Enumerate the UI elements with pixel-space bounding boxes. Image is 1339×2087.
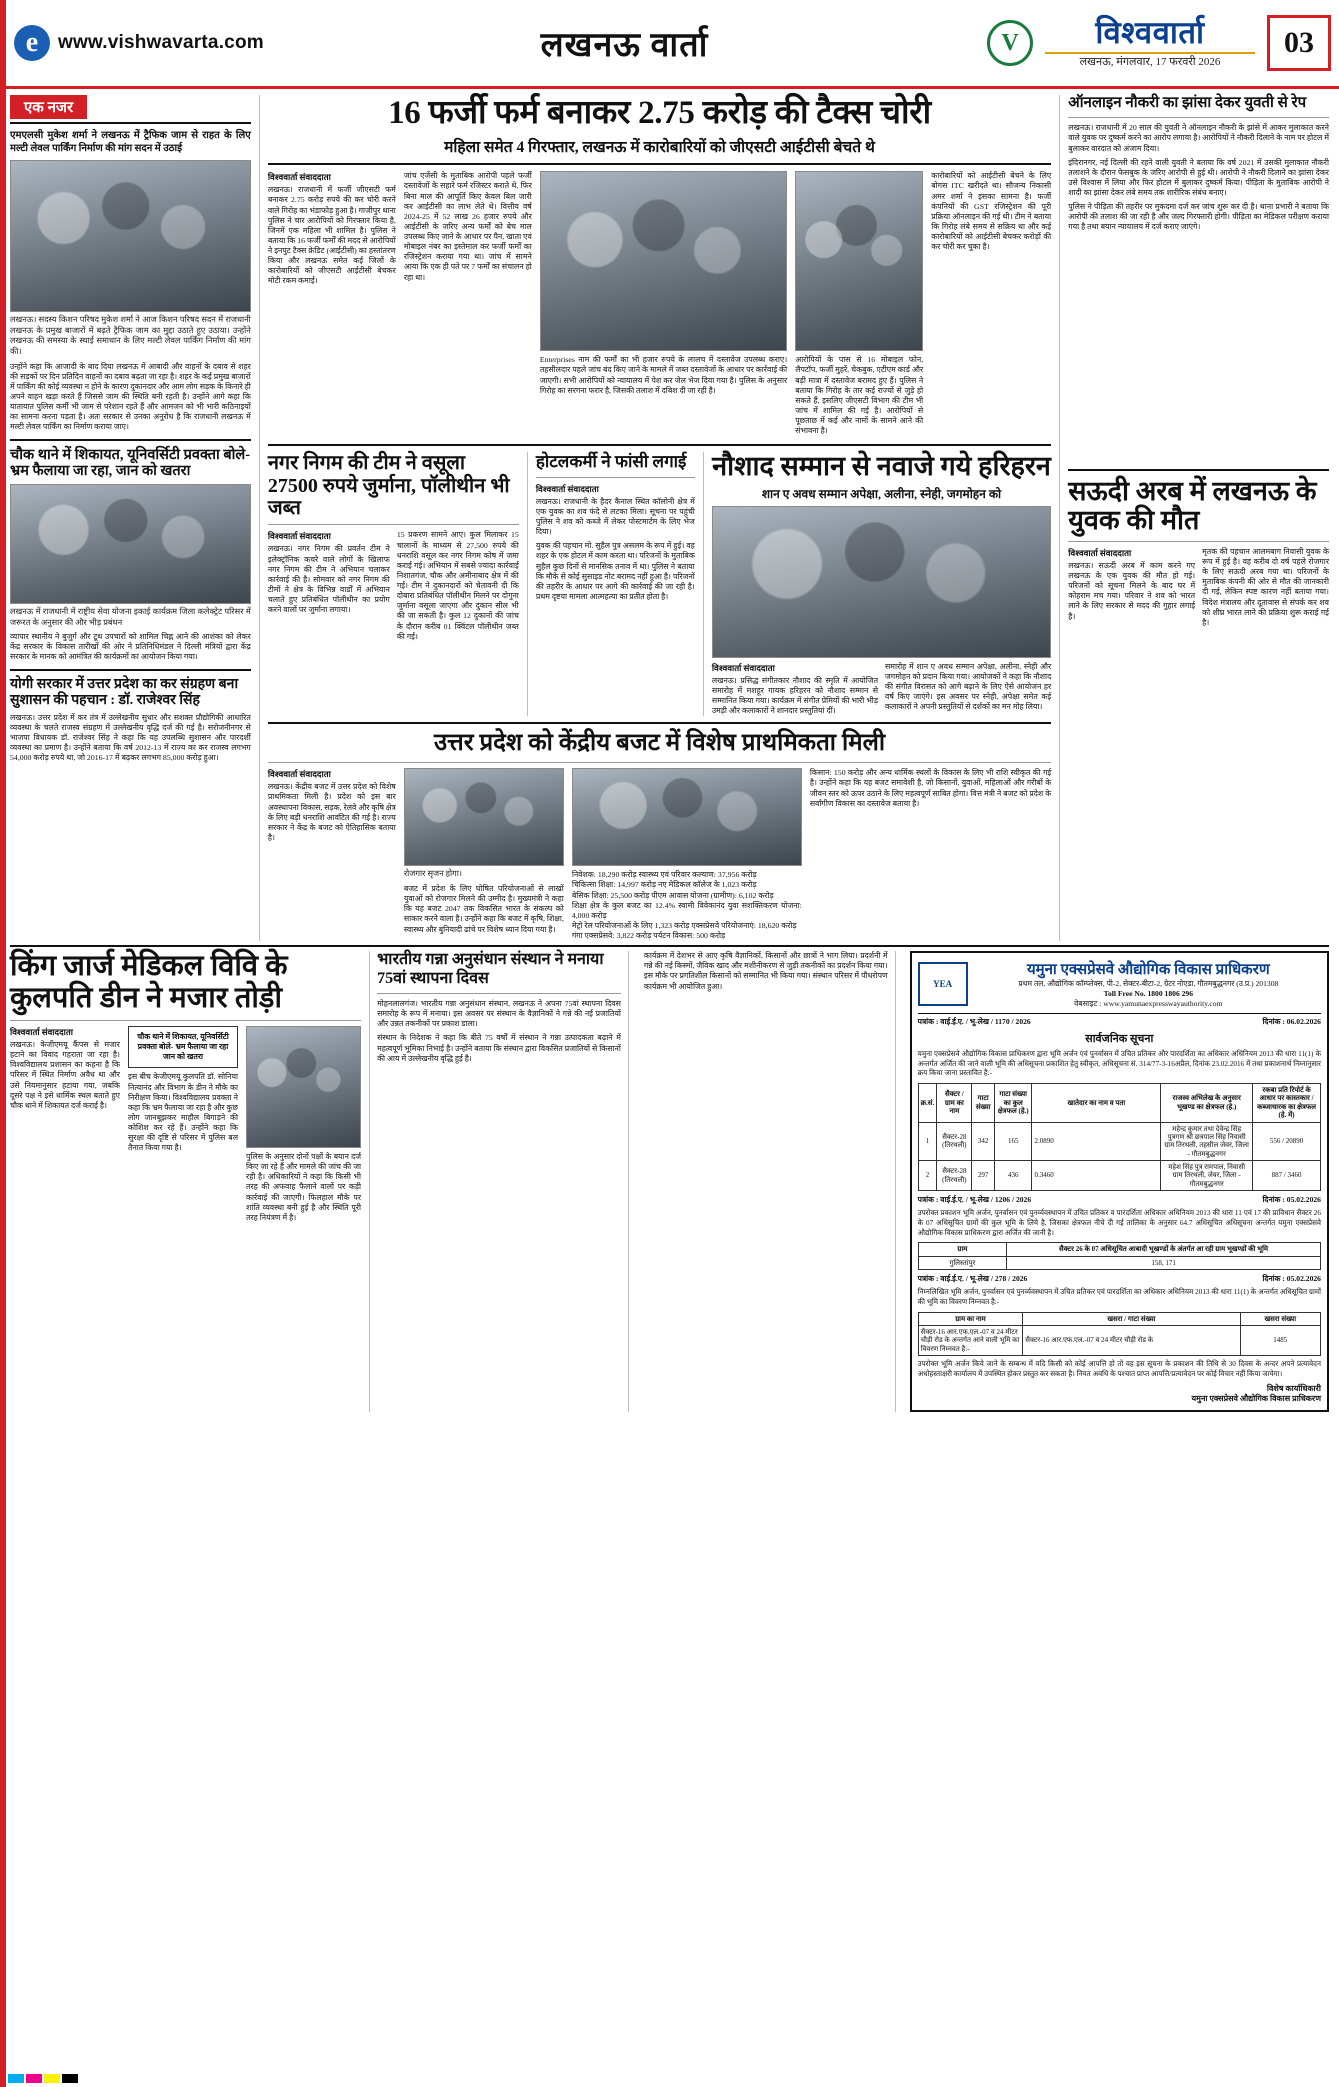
ad-sub-table-1 bbox=[918, 1242, 1321, 1270]
budget-figure-5: गंगा एक्सप्रेसवे: 3,822 करोड़ पर्यटन विकास: 500 करोड़ bbox=[571, 931, 726, 941]
kgmu-story bbox=[10, 951, 361, 1412]
main-byline: विश्ववार्ता संवाददाता bbox=[267, 172, 331, 183]
page-number: 03 bbox=[1267, 15, 1331, 71]
ad-para-2: उपरोक्त प्रकाशन भूमि अर्जन, पुनर्वासन एवं पुनर्व्यवस्थापन में उचित प्रतिकर व पारदर्शिता अधिकार अधिनियम 2013 की धारा 11 एवं 17 की प्राविधान सैक्टर 26 के 07 अधिसूचित ग्रामों की कुल भूमि के लिये है, जिसका क्षेत्रफल नीचे दी गई तालिका के अनुसार 64.7 अधिसूचित अधिसूचना अन्तर्गत यमुना एक्सप्रेसवे औद्योगिक विकास प्राधिकरण द्वारा अर्जित की जानी है। bbox=[917, 1209, 1321, 1237]
left-column bbox=[10, 95, 260, 941]
ad-sub2-h0: ग्राम का नाम bbox=[918, 1312, 1023, 1325]
ad-th-0: क्र.सं. bbox=[918, 1083, 937, 1122]
naushad-headline: नौशाद सम्मान से नवाजे गये हरिहरन bbox=[712, 451, 1051, 482]
kgmu-byline: विश्ववार्ता संवाददाता bbox=[10, 1027, 74, 1038]
ad-date-3: दिनांक : 05.02.2026 bbox=[1262, 1274, 1321, 1284]
budget-figure-0: निवेशक: 18,290 करोड़ स्वास्थ्य एवं परिवार कल्याण: 37,956 करोड़ bbox=[571, 870, 757, 880]
main-col-5: कारोबारियों को आईटीसी बेचने के लिए बोगस ITC खरीदते था। सौजन्य निकासी अमर शर्मा ने इसका सामना है। फर्जी कंपनियों की GST रजिस्ट्रेशन की पूरी प्रक्रिया ऑनलाइन की गई थी। टीम ने बताया कि गिरोह लंबे समय से सक्रिय था और कई कारोबारियों को आईटीसी बेचकर करोड़ों की कर चोरी कर चुका है। bbox=[931, 171, 1052, 252]
budget-body bbox=[268, 768, 1051, 941]
ad-ref-3: पत्रांक : वाई.ई.ए. / भू-लेख / 278 / 2026 bbox=[917, 1274, 1028, 1284]
sugarcane-story-left bbox=[369, 951, 629, 1412]
kgmu-col-1: लखनऊ। केजीएमयू कैंपस से मजार हटाने का विवाद गहराता जा रहा है। विश्वविद्यालय प्रशासन का कहना है कि परिसर में स्थित निर्माण अवैध था और उसे नियमानुसार हटाया गया, जबकि दूसरे पक्ष ने इसे धार्मिक स्थल बताते हुए चौक थाने में शिकायत दर्ज कराई है। bbox=[10, 1040, 120, 1110]
left-red-rail bbox=[0, 0, 6, 2087]
table-row bbox=[918, 1243, 1320, 1256]
main-col-1: लखनऊ। राजधानी में फर्जी जीएसटी फर्म बनाकर 2.75 करोड़ रुपये की कर चोरी करने वाले गिरोह का भंडाफोड़ हुआ है। गाजीपुर थाना पुलिस ने चार आरोपियों को गिरफ्तार किया है, जिनमें एक महिला भी शामिल है। पुलिस ने बताया कि 16 फर्जी फर्मों की मदद से आरोपियों ने इनपुट टैक्स क्रेडिट (आईटीसी) का हस्तांतरण किया और लखनऊ समेत कई जिलों के कारोबारियों को जीएसटी आईटीसी बेचकर मोटी रकम कमाई। bbox=[267, 185, 396, 286]
masthead-center bbox=[330, 20, 919, 66]
right-p2: इंदिरानगर, नई दिल्ली की रहने वाली युवती ने बताया कि वर्ष 2021 में उसकी मुलाकात नौकरी तलाशने के दौरान फेसबुक के जरिए आरोपी से हुई थी। आरोपी ने नौकरी दिलाने का झांसा देकर उसे विश्वास में लिया और फिर होटल में बुलाकर दुष्कर्म किया। पीड़िता के मुताबिक आरोपी ने शादी का झांसा देकर लंबे समय तक शारीरिक संबंध बनाए। bbox=[1068, 157, 1329, 197]
main-col-2: जांच एजेंसी के मुताबिक आरोपी पहले फर्जी दस्तावेजों के सहारे फर्म रजिस्टर कराते थे, फिर बिना माल की आपूर्ति किए केवल बिल जारी कर आईटीसी का लाभ लेते थे। वित्तीय वर्ष 2024-25 में 52 लाख 26 हजार रुपये और आईटीसी के जरिए अन्य फर्मों को बेच माल उपलब्ध किए जाने के आधार पर पैन, खाता एवं मोबाइल नंबर का इस्तेमाल कर फर्जी फर्मों का रजिस्ट्रेशन कराया गया था। जांच में सामने आया कि एक ही पते पर 7 फर्मों का संचालन हो रहा था। bbox=[403, 171, 532, 282]
ad-sign-line-1: विशेष कार्याधिकारी bbox=[1266, 1383, 1321, 1393]
ad-header bbox=[918, 959, 1321, 1014]
hotel-worker-headline: होटलकर्मी ने फांसी लगाई bbox=[535, 452, 687, 472]
second-row bbox=[268, 452, 1051, 716]
table-row bbox=[918, 1256, 1320, 1269]
authority-tollfree: Toll Free No. 1800 1806 296 bbox=[1103, 989, 1194, 999]
right-p1: लखनऊ। राजधानी में 20 साल की युवती ने ऑनलाइन नौकरी के झांसे में आकर मुलाकात करने वाले युवक पर दुष्कर्म करने का आरोप लगाया है। आरोपियों ने नौकरी दिलाने के नाम पर होटल में बुलाकर वारदात को अंजाम दिया। bbox=[1068, 123, 1329, 153]
main-column bbox=[260, 95, 1059, 941]
nigam-col-2: 15 प्रकरण सामने आए। कुल मिलाकर 15 चालानों के माध्यम से 27,500 रुपये की धनराशि वसूल कर नगर निगम कोष में जमा कराई गई। अभियान में सबसे ज्यादा कार्रवाई निशातगंज, चौक और अमीनाबाद क्षेत्र में की गई। टीम ने दुकानदारों को चेतावनी दी कि दोबारा प्रतिबंधित पॉलीथीन मिलने पर दोगुना जुर्माना वसूला जाएगा और दुकान सील भी की जा सकती है। कुल 12 दुकानों की जांच के दौरान करीब 01 क्विंटल पॉलीथीन जब्त की गई। bbox=[396, 530, 519, 641]
hotel-col-2: युवक की पहचान मो. सुहैल पुत्र असलम के रूप में हुई। वह शहर के एक होटल में काम करता था। परिजनों के मुताबिक सुहैल कुछ दिनों से मानसिक तनाव में था। पुलिस ने बताया कि मौके से कोई सुसाइड नोट बरामद नहीं हुआ है। परिजनों की तहरीर के आधार पर आगे की कार्रवाई की जा रही है। प्रथम दृष्टया मामला आत्महत्या का प्रतीत होता है। bbox=[535, 541, 695, 601]
hotel-col-1: लखनऊ। राजधानी के हैदर कैनाल स्थित कॉलोनी क्षेत्र में एक युवक का शव फंदे से लटका मिला। सूचना पर पहुंची पुलिस ने शव को कब्जे में लेकर पोस्टमार्टम के लिए भेज दिया। bbox=[535, 496, 695, 537]
site-url[interactable]: www.vishwavarta.com bbox=[58, 32, 264, 53]
kgmu-site-photo bbox=[246, 1026, 361, 1148]
police-press-photo bbox=[795, 171, 923, 351]
ad-r1c0: 2 bbox=[918, 1161, 937, 1191]
ad-notice-title: सार्वजनिक सूचना bbox=[1085, 1032, 1154, 1045]
budget-figure-4: मेट्रो रेल परियोजनाओं के लिए 1,323 करोड़ एक्सप्रेसवे परियोजनाएं: 18,620 करोड़ bbox=[571, 920, 797, 930]
budget-figure-2: बेसिक शिक्षा: 25,500 करोड़ पीएम आवास योजना (ग्रामीण): 6,102 करोड़ bbox=[571, 890, 774, 900]
budget-figures bbox=[572, 870, 802, 941]
table-row bbox=[918, 1312, 1320, 1325]
kgmu-callout-box bbox=[128, 1026, 238, 1068]
ad-th-6: रकबा प्रति रिपोर्ट के आधार पर कास्तकार / कब्जाधारक का क्षेत्रफल (हे. में) bbox=[1253, 1083, 1321, 1122]
ad-sub2-c0: सैक्टर-16 आर.एफ.एल.-07 व 24 मीटर चौड़ी रोड के अन्तर्गत आने वाली भूमि का विवरण निम्नवत है:- bbox=[918, 1326, 1023, 1356]
hotel-byline: विश्ववार्ता संवाददाता bbox=[535, 483, 599, 494]
sugarcane-col-1: मोहनलालगंज। भारतीय गन्ना अनुसंधान संस्थान, लखनऊ ने अपना 75वां स्थापना दिवस समारोह के रूप में मनाया। इस अवसर पर संस्थान के वैज्ञानिकों ने गन्ने की नई प्रजातियों और उन्नत तकनीकों पर प्रकाश डाला। bbox=[377, 999, 621, 1029]
cmyk-registration-marks bbox=[8, 2074, 78, 2083]
main-headline: 16 फर्जी फर्म बनाकर 2.75 करोड़ की टैक्स चोरी bbox=[388, 95, 931, 131]
budget-byline: विश्ववार्ता संवाददाता bbox=[267, 769, 331, 780]
ad-sub1-h0: ग्राम bbox=[918, 1243, 1007, 1256]
ad-sub1-h1: सैक्टर 26 के 07 अधिसूचित आबादी भूखण्डों के अंतर्गत आ रही ग्राम भूखण्डों की भूमि bbox=[1007, 1243, 1321, 1256]
brand-v-icon: V bbox=[987, 20, 1033, 66]
ad-r0c4: 2.0890 bbox=[1032, 1122, 1161, 1161]
brand-title: विश्ववार्ता bbox=[1095, 15, 1205, 51]
left-lede: एमएलसी मुकेश शर्मा ने लखनऊ में ट्रैफिक जाम से राहत के लिए मल्टी लेवल पार्किंग निर्माण की मांग सदन में उठाई bbox=[10, 130, 251, 154]
left-body-3: लखनऊ। उत्तर प्रदेश में कर तंत्र में उल्लेखनीय सुधार और सशक्त प्रौद्योगिकी आधारित व्यवस्था के चलते राजस्व संग्रहण में उल्लेखनीय वृद्धि दर्ज की गई है। सरोजनीनगर से भाजपा विधायक डॉ. राजेश्वर सिंह ने कहा कि यह उपलब्धि सुशासन और पारदर्शी व्यवस्था का प्रमाण है। उन्होंने बताया कि वर्ष 2012-13 में राज्य का कर राजस्व लगभग 54,000 करोड़ रुपये था, जो 2016-17 में बढ़कर लगभग 85,000 करोड़ हुआ। bbox=[10, 712, 251, 763]
ad-ref-2: पत्रांक : वाई.ई.ए. / भू-लेख / 1206 / 2026 bbox=[917, 1195, 1032, 1205]
authority-logo-icon: YEA bbox=[918, 962, 968, 1006]
sugarcane-col-2: संस्थान के निदेशक ने कहा कि बीते 75 वर्षों में संस्थान ने गन्ना उत्पादकता बढ़ाने में महत्वपूर्ण भूमिका निभाई है। उन्होंने बताया कि संस्थान द्वारा विकसित प्रजातियों से किसानों की आय में उल्लेखनीय वृद्धि हुई है। bbox=[377, 1033, 621, 1063]
ad-sub1-c1: 158, 171 bbox=[1007, 1256, 1321, 1269]
public-notice-ad bbox=[904, 951, 1329, 1412]
site-logo-icon: e bbox=[14, 25, 50, 61]
naushad-subhead: शान ए अवध सम्मान अपेक्षा, अलीना, स्नेही, जगमोहन को bbox=[761, 486, 1002, 501]
kgmu-col-2: इस बीच केजीएमयू कुलपति डॉ. सोनिया नित्यानंद और विभाग के डीन ने मौके का निरीक्षण किया। विश्वविद्यालय प्रवक्ता ने कहा कि भ्रम फैलाया जा रहा है और कुछ लोग जानबूझकर माहौल बिगाड़ने की कोशिश कर रहे हैं। उन्होंने कहा कि सुरक्षा की दृष्टि से परिसर में पुलिस बल तैनात किया गया है। bbox=[128, 1072, 238, 1153]
ad-date-2: दिनांक : 05.02.2026 bbox=[1262, 1195, 1321, 1205]
brand-rule bbox=[1045, 52, 1255, 54]
ad-signature bbox=[918, 1384, 1321, 1405]
ek-nazar-tag: एक नजर bbox=[10, 95, 87, 119]
kgmu-col-3: पुलिस के अनुसार दोनों पक्षों के बयान दर्ज किए जा रहे हैं और मामले की जांच की जा रही है। अधिकारियों ने कहा कि किसी भी तरह की अफवाह फैलाने वालों पर कड़ी कार्रवाई की जाएगी। फिलहाल मौके पर शांति व्यवस्था बनी हुई है और स्थिति पूरी तरह नियंत्रण में है। bbox=[246, 1152, 362, 1222]
authority-name: यमुना एक्सप्रेसवे औद्योगिक विकास प्राधिकरण bbox=[1026, 962, 1270, 979]
ad-footer-note: उपरोक्त भूमि अर्जन किये जाने के सम्बन्ध में यदि किसी को कोई आपत्ति हो तो वह इस सूचना के प्रकाशन की तिथि से 30 दिवस के अन्दर अपने प्रत्यावेदन अधोहस्ताक्षरी कार्यालय में उपस्थित होकर प्रस्तुत कर सकता है। नियत अवधि के पश्चात प्राप्त आपत्ति/प्रत्यावेदन पर कोई विचार नहीं किया जायेगा। bbox=[917, 1360, 1321, 1378]
naushad-byline: विश्ववार्ता संवाददाता bbox=[711, 662, 775, 673]
arrested-accused-photo bbox=[540, 171, 787, 351]
online-job-rape-headline: ऑनलाइन नौकरी का झांसा देकर युवती से रेप bbox=[1068, 95, 1307, 111]
kgmu-callout-text: चौक थाने में शिकायत, यूनिवर्सिटी प्रवक्ता बोले- भ्रम फैलाया जा रहा जान को खतरा bbox=[137, 1032, 229, 1062]
brand-block bbox=[1045, 17, 1255, 68]
table-row bbox=[918, 1161, 1320, 1191]
authority-address: प्रथम तल, औद्योगिक कॉम्प्लेक्स, पी-2, सेक्टर-बीटा-2, ग्रेटर नोएडा, गौतमबुद्धनगर (उ.प्र.) 201308 bbox=[1018, 979, 1279, 989]
ad-r1c2: 297 bbox=[972, 1161, 994, 1191]
main-subhead: महिला समेत 4 गिरफ्तार, लखनऊ में कारोबारियों को जीएसटी आईटीसी बेचते थे bbox=[444, 139, 875, 157]
ad-sub2-h2: खसरा संख्या bbox=[1240, 1312, 1320, 1325]
sugarcane-story-right bbox=[637, 951, 896, 1412]
budget-press-photo bbox=[404, 768, 564, 866]
budget-col-3: किसान: 150 करोड़ और अन्य धार्मिक स्थलों के विकास के लिए भी राशि स्वीकृत की गई है। उन्होंने कहा कि यह बजट समावेशी है, जो किसानों, युवाओं, महिलाओं और गरीबों के जीवन स्तर को ऊपर उठाने के लिए महत्वपूर्ण साबित होगा। वित्त मंत्री ने बजट को प्रदेश के सर्वांगीण विकास का दस्तावेज बताया है। bbox=[809, 768, 1052, 808]
ad-r1c3: 436 bbox=[994, 1161, 1032, 1191]
saudi-death-headline: सऊदी अरब में लखनऊ के युवक की मौत bbox=[1068, 475, 1317, 536]
ad-th-1: सैक्टर / ग्राम का नाम bbox=[937, 1083, 972, 1122]
masthead bbox=[0, 0, 1339, 89]
ad-sub2-c2: 1485 bbox=[1240, 1326, 1320, 1356]
ad-r0c1: सैक्टर-28 (तिरथली) bbox=[937, 1122, 972, 1161]
ad-r0c5: महेन्द्र कुमार तथा देवेन्द्र सिंह पुत्रगण श्री छत्रपाल सिंह निवासी ग्राम तिरथली, तहसील जेवर, जिला - गौतमबुद्धनगर bbox=[1161, 1122, 1253, 1161]
ad-r0c2: 342 bbox=[972, 1122, 994, 1161]
ad-ref-left: पत्रांक : वाई.ई.ए. / भू-लेख / 1170 / 2026 bbox=[917, 1016, 1031, 1026]
ad-sub2-c1: सैक्टर-16 आर.एफ.एल.-07 व 24 मीटर चौड़ी रोड के bbox=[1023, 1326, 1240, 1356]
ad-r1c1: सैक्टर-28 (तिरथली) bbox=[937, 1161, 972, 1191]
chowk-thana-headline: चौक थाने में शिकायत, यूनिवर्सिटी प्रवक्ता बोले- भ्रम फैलाया जा रहा, जान को खतरा bbox=[10, 446, 251, 480]
saudi-byline: विश्ववार्ता संवाददाता bbox=[1068, 547, 1132, 558]
nigam-col-1: लखनऊ। नगर निगम की प्रवर्तन टीम ने इलेक्ट्रॉनिक कचरे वाले लोगों के खिलाफ नगर निगम की टीम ने अभियान चलाकर कार्रवाई की है। सोमवार को नगर निगम की टीमों ने क्षेत्र के विभिन्न वार्डों में अभियान चलाते हुए प्रतिबंधित पॉलीथीन का प्रयोग करने वालों पर जुर्माना लगाया। bbox=[267, 544, 390, 615]
ad-r1c6: 887 / 3460 bbox=[1253, 1161, 1321, 1191]
ad-r0c0: 1 bbox=[918, 1122, 937, 1161]
ad-para-3: निम्नलिखित भूमि अर्जन, पुनर्वासन एवं पुनर्व्यवस्थापन में उचित प्रतिकर एवं पारदर्शिता का अधिकार अधिनियम 2013 की धारा 11(1) के अन्तर्गत अधिसूचित ग्रामों की भूमि का विवरण निम्नवत है:- bbox=[917, 1288, 1321, 1306]
ad-th-4: खातेदार का नाम व पता bbox=[1032, 1083, 1161, 1122]
brand-dateline: लखनऊ, मंगलवार, 17 फरवरी 2026 bbox=[1079, 56, 1221, 68]
ad-table-header-row bbox=[918, 1083, 1320, 1122]
ad-date-left: दिनांक : 06.02.2026 bbox=[1262, 1016, 1321, 1026]
bottom-section bbox=[0, 947, 1339, 1420]
award-ceremony-photo bbox=[712, 506, 1051, 658]
table-row bbox=[918, 1122, 1320, 1161]
right-p3: पुलिस ने पीड़िता की तहरीर पर मुकदमा दर्ज कर जांच शुरू कर दी है। थाना प्रभारी ने बताया कि आरोपी की तलाश की जा रही है और जल्द गिरफ्तारी होगी। पीड़िता का मेडिकल परीक्षण कराया गया है तथा बयान न्यायालय में दर्ज कराए जाएंगे। bbox=[1068, 202, 1329, 232]
right-column bbox=[1059, 95, 1329, 941]
saudi-col-1: लखनऊ। सऊदी अरब में काम करने गए लखनऊ के एक युवक की मौत हो गई। परिजनों को सूचना मिलने के बाद घर में कोहराम मच गया। परिवार ने शव को भारत लाने के लिए सरकार से मदद की गुहार लगाई है। bbox=[1068, 560, 1196, 621]
ad-sign-line-2: यमुना एक्सप्रेसवे औद्योगिक विकास प्राधिकरण bbox=[1191, 1394, 1321, 1404]
ad-r1c4: 0.3460 bbox=[1032, 1161, 1161, 1191]
ad-sub1-c0: गुलिस्तांपुर bbox=[918, 1256, 1007, 1269]
nigam-byline: विश्ववार्ता संवाददाता bbox=[267, 531, 331, 542]
left-body-1: उन्होंने कहा कि आजादी के बाद दिया लखनऊ में आबादी और वाहनों के दबाव से शहर की सड़कों पर दिन प्रतिदिन वाहनों का दबाव बढ़ता जा रहा है। शहर के कई प्रमुख बाजारों में पार्किंग की कोई व्यवस्था न होने के कारण दुकानदार और आम लोग सड़क के किनारे ही अपने वाहन खड़ा करते हैं जिससे जाम की स्थिति बनी रहती है। उन्होंने आगे कहा कि यातायात पुलिस कर्मी भी जाम से परेशान रहते हैं और आमजन को भी भारी कठिनाइयों का सामना करना पड़ता है। अतः सरकार से उनका अनुरोध है कि राजधानी लखनऊ में मल्टी लेवल पार्किंग का निर्माण कराया जाए। bbox=[10, 361, 251, 432]
edition-title: लखनऊ वार्ता bbox=[540, 27, 709, 64]
chowk-photo-caption: लखनऊ में राजधानी में राष्ट्रीय सेवा योजना इकाई कार्यक्रम जिला कलेक्ट्रेट परिसर में जरूरत के अनुसार की और भीड़ प्रबंधन bbox=[10, 606, 251, 627]
sugarcane-col-3: कार्यक्रम में देशभर से आए कृषि वैज्ञानिकों, किसानों और छात्रों ने भाग लिया। प्रदर्शनी में गन्ने की नई किस्मों, जैविक खाद और मशीनीकरण से जुड़ी तकनीकों का प्रदर्शन किया गया। इस मौके पर प्रगतिशील किसानों को सम्मानित भी किया गया। संस्थान परिसर में पौधरोपण कार्यक्रम भी आयोजित हुआ। bbox=[643, 951, 888, 991]
ad-th-2: गाटा संख्या bbox=[972, 1083, 994, 1122]
main-col-4: Enterprises नाम की फर्मों का भी हजार रुपये के लालच में दस्तावेज उपलब्ध कराए। तहसीलदार पहले जांच बंद किए जाने के मामले में जब्त दस्तावेजों के आधार पर कार्रवाई की जाएगी। सभी आरोपियों को न्यायालय में पेश कर जेल भेज दिया गया है। पुलिस के अनुसार गिरोह का सरगना फरार है, जिसकी तलाश में दबिश दी जा रही है। bbox=[539, 355, 788, 395]
ad-r1c5: महेश सिंह पुत्र रामपाल, निवासी ग्राम तिरथली, जेवर, जिला - गौतमबुद्धनगर bbox=[1161, 1161, 1253, 1191]
ad-notice-body: यमुना एक्सप्रेसवे औद्योगिक विकास प्राधिकरण द्वारा भूमि अर्जन एवं पुनर्वासन में उचित प्रतिकर और पारदर्शिता का अधिकार अधिनियम 2013 की धारा 11(1) के अन्तर्गत अर्जित की जाने वाली भूमि की अधिसूचना प्रकाशित हेतु स्वीकृत, अधिसूचना सं. 314/77-3-16अप्रैल, दिनांक 23.02.2016 में तथा प्रकाशनार्थ निम्नानुसार क्रय किया जाना प्रस्तावित है:- bbox=[917, 1049, 1321, 1078]
masthead-left bbox=[0, 25, 330, 61]
assembly-photo-caption: लखनऊ। सदस्य किशन परिषद मुकेश शर्मा ने आज किशन परिषद सदन में राजधानी लखनऊ के प्रमुख बाजारों में बढ़ते ट्रैफिक जाम का मुद्दा उठाते हुए उठाया। उन्होंने लखनऊ की समस्या के स्थाई समाधान के लिए मल्टी लेवल पार्किंग निर्माण की मांग की। bbox=[10, 315, 251, 356]
ad-sub-table-2 bbox=[918, 1312, 1321, 1357]
budget-photo-caption: रोजगार सृजन होगा। bbox=[403, 869, 462, 879]
ad-r0c3: 165 bbox=[994, 1122, 1032, 1161]
ad-th-5: राजस्व अभिलेख के अनुसार भूखण्ड का क्षेत्रफल (हे.) bbox=[1161, 1083, 1253, 1122]
ad-th-3: गाटा संख्या का कुल क्षेत्रफल (हे.) bbox=[994, 1083, 1032, 1122]
sugarcane-headline: भारतीय गन्ना अनुसंधान संस्थान ने मनाया 75वां स्थापना दिवस bbox=[377, 951, 604, 987]
budget-headline: उत्तर प्रदेश को केंद्रीय बजट में विशेष प्राथमिकता मिली bbox=[433, 730, 886, 757]
main-story-body bbox=[268, 171, 1051, 436]
table-row bbox=[918, 1326, 1320, 1356]
kgmu-headline: किंग जार्ज मेडिकल विवि के कुलपति डीन ने मजार तोड़ी bbox=[10, 950, 288, 1015]
ad-land-table bbox=[918, 1083, 1321, 1191]
budget-col-1: लखनऊ। केंद्रीय बजट में उत्तर प्रदेश को विशेष प्राथमिकता मिली है। प्रदेश को इस बार अवस्थापना विकास, सड़क, रेलवे और कृषि क्षेत्र के लिए बड़ी धनराशि आवंटित की गई है। राज्य सरकार ने केंद्र के बजट को ऐतिहासिक बताया है। bbox=[267, 782, 396, 842]
main-col-3: आरोपियों के पास से 16 मोबाइल फोन, लैपटॉप, फर्जी मुहरें, चेकबुक, एटीएम कार्ड और बड़ी मात्रा में दस्तावेज बरामद हुए हैं। पुलिस ने बताया कि गिरोह के तार कई राज्यों से जुड़े हो सकते हैं, इसलिए जीएसटी विभाग की टीम भी जांच में शामिल की गई है। आरोपियों से पूछताछ में कई और नामों के सामने आने की संभावना है। bbox=[795, 355, 924, 436]
nagar-nigam-headline: नगर निगम की टीम ने वसूला 27500 रुपये जुर्माना, पॉलीथीन भी जब्त bbox=[267, 452, 510, 520]
ad-sub2-h1: खसरा / गाटा संख्या bbox=[1023, 1312, 1240, 1325]
top-section bbox=[0, 89, 1339, 941]
budget-col-2: बजट में प्रदेश के लिए घोषित परियोजनाओं से लाखों युवाओं को रोजगार मिलने की उम्मीद है। मुख्यमंत्री ने कहा कि यह बजट 2047 तक विकसित भारत के संकल्प को साकार करने वाला है। उन्होंने कहा कि बजट में कृषि, शिक्षा, स्वास्थ्य और बुनियादी ढांचे पर विशेष ध्यान दिया गया है। bbox=[403, 884, 564, 934]
chowk-photo bbox=[10, 484, 251, 604]
masthead-right bbox=[919, 15, 1339, 71]
left-body-2: व्यापार स्थानीय ने बुजुर्ग और टूथ उपचारों को शामिल चिह्न आने की आशंका को लेकर केंद्र सरकार के विकास तारीखों की ओर ने प्रतिनिधिमंडल ने दिल्ली मंत्रियों द्वारा केंद्र सरकार के मानक को आमंत्रित की कार्यक्रमों का आयोजन किया गया। bbox=[10, 632, 251, 662]
naushad-col-1: लखनऊ। प्रसिद्ध संगीतकार नौशाद की स्मृति में आयोजित समारोह में मशहूर गायक हरिहरन को नौशाद सम्मान से सम्मानित किया गया। कार्यक्रम में संगीत प्रेमियों की भारी भीड़ उमड़ी और कलाकारों ने शानदार प्रस्तुतियां दीं। bbox=[711, 675, 879, 716]
saudi-col-2: मृतक की पहचान आलमबाग निवासी युवक के रूप में हुई है। वह करीब दो वर्ष पहले रोजगार के लिए सऊदी अरब गया था। परिजनों के मुताबिक कंपनी की ओर से मौत की जानकारी दी गई, लेकिन स्पष्ट कारण नहीं बताया गया। विदेश मंत्रालय और दूतावास से संपर्क कर शव को शीघ्र भारत लाने की प्रक्रिया शुरू कराई गई है। bbox=[1202, 546, 1330, 627]
budget-meeting-photo bbox=[572, 768, 802, 866]
ad-r0c6: 556 / 20890 bbox=[1253, 1122, 1321, 1161]
authority-website[interactable]: वेबसाइट : www.yamunaexpresswayauthority.com bbox=[1074, 998, 1223, 1008]
yogi-sarkar-headline: योगी सरकार में उत्तर प्रदेश का कर संग्रहण बना सुशासन की पहचान : डॉ. राजेश्वर सिंह bbox=[10, 676, 239, 708]
ek-nazar-tag-wrap bbox=[10, 95, 251, 124]
naushad-col-2: समारोह में शान ए अवध सम्मान अपेक्षा, अलीना, स्नेही और जगमोहन को प्रदान किया गया। आयोजकों ने कहा कि नौशाद की संगीत विरासत को आगे बढ़ाने के लिए ऐसे आयोजन हर वर्ष किए जाएंगे। इस अवसर पर स्नेही, अपेक्षा समेत कई कलाकारों ने अपनी प्रस्तुतियों से दर्शकों का मन मोह लिया। bbox=[885, 661, 1052, 712]
assembly-photo bbox=[10, 160, 251, 312]
budget-figure-1: चिकित्सा शिक्षा: 14,997 करोड़ नए मेडिकल कॉलेज के 1,023 करोड़ bbox=[571, 880, 757, 890]
budget-figure-3: शिक्षा क्षेत्र के कुल बजट का 12.4% स्वामी विवेकानंद युवा सशक्तिकरण योजना: 4,000 करोड़ bbox=[571, 900, 802, 920]
